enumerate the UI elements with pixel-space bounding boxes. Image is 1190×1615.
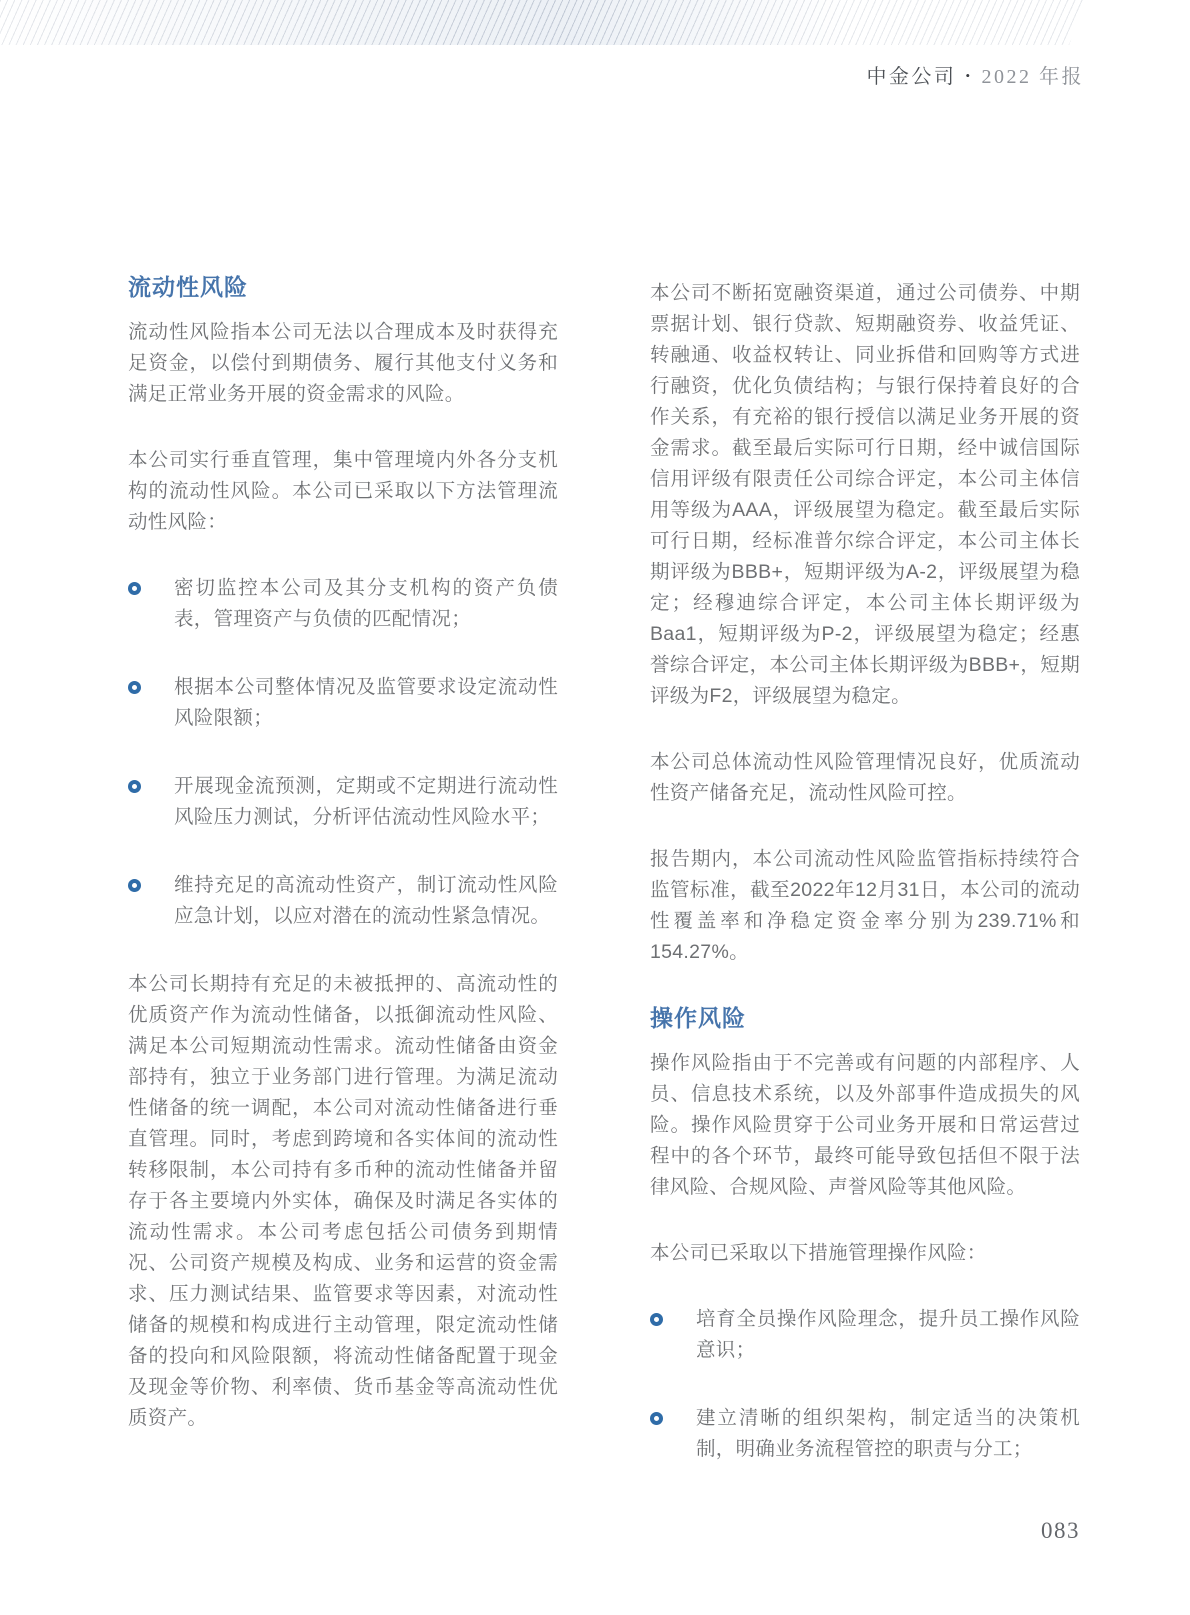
diagonal-stripes-decoration: [0, 0, 1085, 45]
list-item-text: 根据本公司整体情况及监管要求设定流动性风险限额；: [174, 676, 558, 729]
section-heading-liquidity-risk: 流动性风险: [128, 274, 248, 300]
list-item: [128, 672, 558, 734]
ring-bullet-icon: [650, 1313, 663, 1326]
list-item-text: 培育全员操作风险理念，提升员工操作风险意识；: [696, 1308, 1080, 1361]
ring-bullet-icon: [128, 582, 141, 595]
list-item: [650, 1304, 1080, 1366]
paragraph: 流动性风险指本公司无法以合理成本及时获得充足资金，以偿付到期债务、履行其他支付义务和满足正常业务开展的资金需求的风险。: [128, 321, 558, 405]
ring-bullet-icon: [128, 780, 141, 793]
section-heading-operational-risk: 操作风险: [650, 1005, 746, 1031]
paragraph: 操作风险指由于不完善或有问题的内部程序、人员、信息技术系统，以及外部事件造成损失的风险。操作风险贯穿于公司业务开展和日常运营过程中的各个环节，最终可能导致包括但不限于法律风险、合规风险、声誉风险等其他风险。: [650, 1052, 1080, 1198]
paragraph: 本公司总体流动性风险管理情况良好，优质流动性资产储备充足，流动性风险可控。: [650, 751, 1080, 804]
list-item-text: 建立清晰的组织架构，制定适当的决策机制，明确业务流程管控的职责与分工；: [696, 1407, 1080, 1460]
paragraph: 本公司实行垂直管理，集中管理境内外各分支机构的流动性风险。本公司已采取以下方法管理流动性风险：: [128, 449, 558, 533]
paragraph: 本公司不断拓宽融资渠道，通过公司债券、中期票据计划、银行贷款、短期融资券、收益凭证、转融通、收益权转让、同业拆借和回购等方式进行融资，优化负债结构；与银行保持着良好的合作关系，有充裕的银行授信以满足业务开展的资金需求。截至最后实际可行日期，经中诚信国际信用评级有限责任公司综合评定，本公司主体信用等级为AAA，评级展望为稳定。截至最后实际可行日期，经标准普尔综合评定，本公司主体长期评级为BBB+，短期评级为A-2，评级展望为稳定；经穆迪综合评定，本公司主体长期评级为Baa1，短期评级为P-2，评级展望为稳定；经惠誉综合评定，本公司主体长期评级为BBB+，短期评级为F2，评级展望为稳定。: [650, 282, 1080, 707]
list-item: [128, 771, 558, 833]
list-item-text: 开展现金流预测，定期或不定期进行流动性风险压力测试，分析评估流动性风险水平；: [174, 775, 558, 828]
ring-bullet-icon: [128, 879, 141, 892]
paragraph: 本公司长期持有充足的未被抵押的、高流动性的优质资产作为流动性储备，以抵御流动性风险、满足本公司短期流动性需求。流动性储备由资金部持有，独立于业务部门进行管理。为满足流动性储备的统一调配，本公司对流动性储备进行垂直管理。同时，考虑到跨境和各实体间的流动性转移限制，本公司持有多币种的流动性储备并留存于各主要境内外实体，确保及时满足各实体的流动性需求。本公司考虑包括公司债务到期情况、公司资产规模及构成、业务和运营的资金需求、压力测试结果、监管要求等因素，对流动性储备的规模和构成进行主动管理，限定流动性储备的投向和风险限额，将流动性储备配置于现金及现金等价物、利率债、货币基金等高流动性优质资产。: [128, 973, 558, 1429]
header-company-name: 中金公司: [866, 66, 957, 88]
header-report-year: 2022 年报: [981, 66, 1084, 88]
list-item-text: 维持充足的高流动性资产，制订流动性风险应急计划，以应对潜在的流动性紧急情况。: [174, 874, 558, 927]
header-separator-dot: •: [965, 68, 973, 83]
left-text-column: [128, 272, 558, 1469]
list-item: [650, 1403, 1080, 1465]
list-item: [128, 870, 558, 932]
paragraph: 报告期内，本公司流动性风险监管指标持续符合监管标准，截至2022年12月31日，本公司的流动性覆盖率和净稳定资金率分别为239.71%和154.27%。: [650, 848, 1080, 963]
paragraph: 本公司已采取以下措施管理操作风险：: [650, 1242, 987, 1264]
list-item: [128, 573, 558, 635]
running-header: [0, 60, 1084, 89]
ring-bullet-icon: [650, 1412, 663, 1425]
page-number: 083: [1041, 1518, 1080, 1543]
list-item-text: 密切监控本公司及其分支机构的资产负债表，管理资产与负债的匹配情况；: [174, 577, 558, 630]
ring-bullet-icon: [128, 681, 141, 694]
right-text-column: [650, 278, 1080, 1502]
